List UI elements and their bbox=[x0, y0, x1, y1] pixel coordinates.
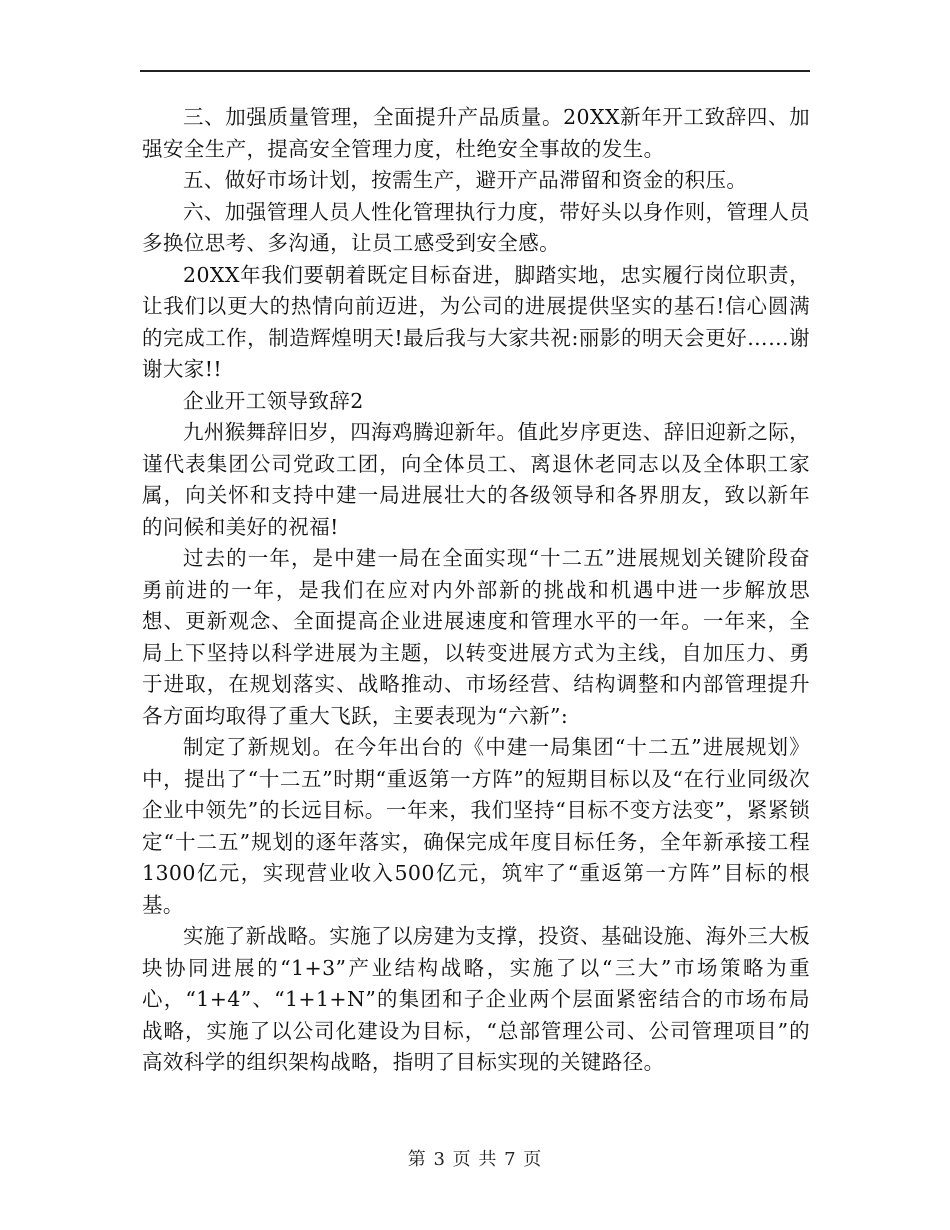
section-heading: 企业开工领导致辞2 bbox=[183, 388, 364, 413]
paragraph-management: 六、加强管理人员人性化管理执行力度，带好头以身作则，管理人员多换位思考、多沟通，让员工感受到安全感。 bbox=[142, 199, 810, 255]
document-body bbox=[142, 102, 810, 1079]
header-divider bbox=[140, 70, 810, 72]
paragraph-past-year: 过去的一年，是中建一局在全面实现“十二五”进展规划关键阶段奋勇前进的一年，是我们在应对内外部新的挑战和机遇中进一步解放思想、更新观念、全面提高企业进展速度和管理水平的一年。一年来，全局上下坚持以科学进展为主题，以转变进展方式为主线，自加压力、勇于进取，在规划落实、战略推动、市场经营、结构调整和内部管理提升各方面均取得了重大飞跃，主要表现为“六新”: bbox=[142, 546, 810, 728]
paragraph-goals: 20XX年我们要朝着既定目标奋进，脚踏实地，忠实履行岗位职责，让我们以更大的热情向前迈进，为公司的进展提供坚实的基石!信心圆满的完成工作，制造辉煌明天!最后我与大家共祝:丽影的明天会更好……谢谢大家!! bbox=[142, 262, 810, 381]
paragraph-market-plan: 五、做好市场计划，按需生产，避开产品滞留和资金的积压。 bbox=[183, 168, 748, 192]
paragraph-quality-safety: 三、加强质量管理，全面提升产品质量。20XX新年开工致辞四、加强安全生产，提高安全管理力度，杜绝安全事故的发生。 bbox=[142, 105, 810, 161]
paragraph-new-strategy: 实施了新战略。实施了以房建为支撑，投资、基础设施、海外三大板块协同进展的“1+3”产业结构战略，实施了以“三大”市场策略为重心，“1+4”、“1+1+N”的集团和子企业两个层面紧密结合的市场布局战略，实施了以公司化建设为目标，“总部管理公司、公司管理项目”的高效科学的组织架构战略，指明了目标实现的关键路径。 bbox=[142, 924, 810, 1074]
paragraph-new-plan: 制定了新规划。在今年出台的《中建一局集团“十二五”进展规划》中，提出了“十二五”时期“重返第一方阵”的短期目标以及“在行业同级次企业中领先”的长远目标。一年来，我们坚持“目标不变方法变”，紧紧锁定“十二五”规划的逐年落实，确保完成年度目标任务，全年新承接工程1300亿元，实现营业收入500亿元，筑牢了“重返第一方阵”目标的根基。 bbox=[142, 735, 810, 917]
paragraph-new-year-greeting: 九州猴舞辞旧岁，四海鸡腾迎新年。值此岁序更迭、辞旧迎新之际，谨代表集团公司党政工团，向全体员工、离退休老同志以及全体职工家属，向关怀和支持中建一局进展壮大的各级领导和各界朋友，致以新年的问候和美好的祝福! bbox=[142, 420, 810, 539]
page-number-footer: 第 3 页 共 7 页 bbox=[407, 1149, 543, 1170]
